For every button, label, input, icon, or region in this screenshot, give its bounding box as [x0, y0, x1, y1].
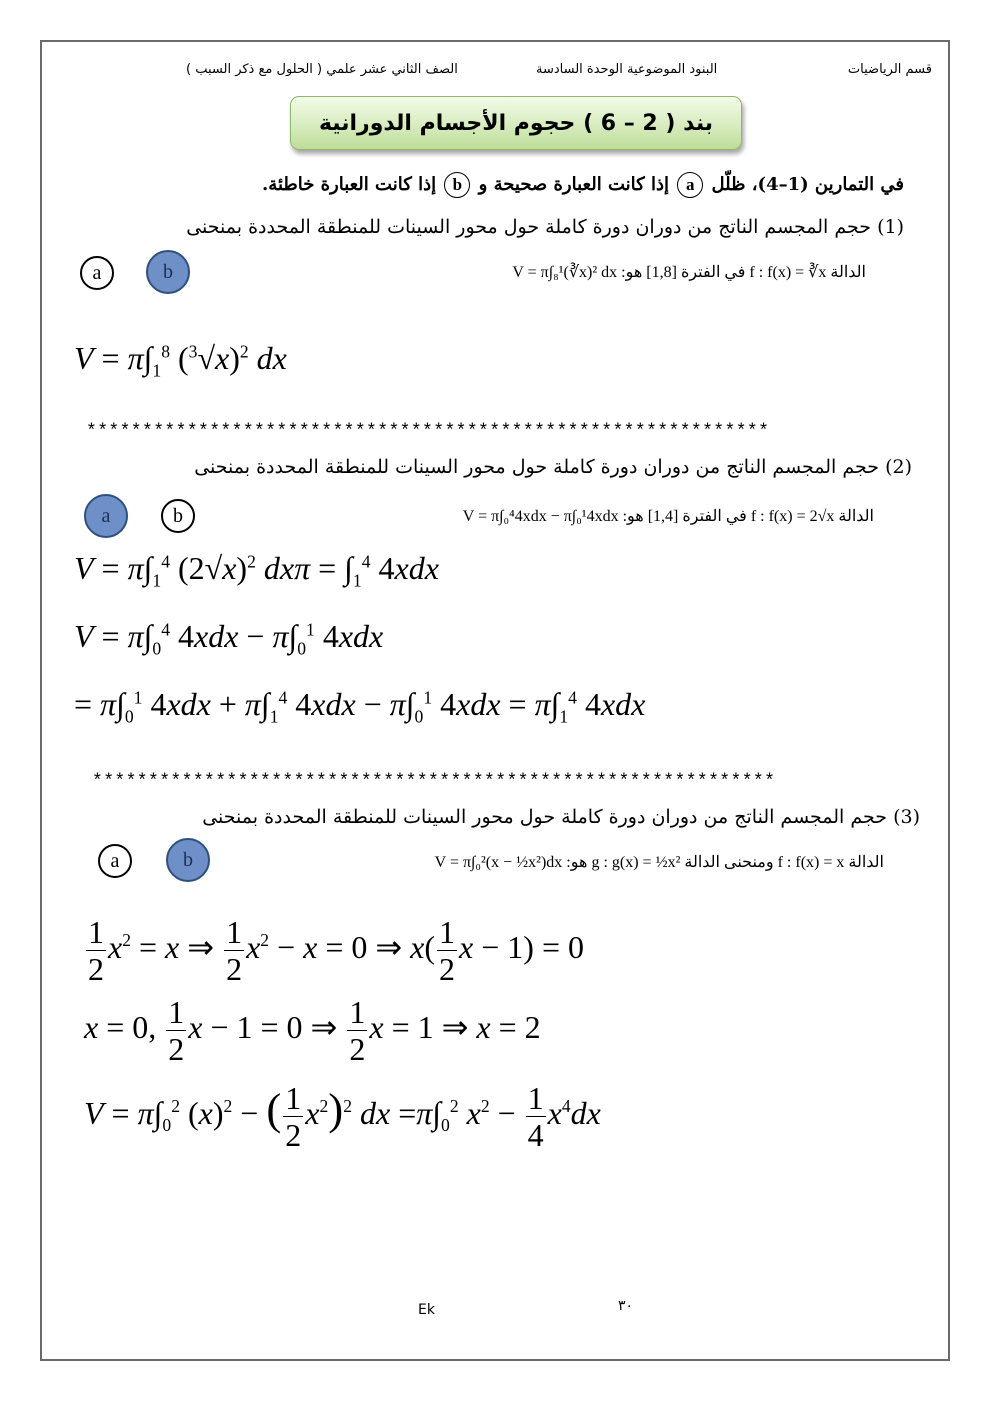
question-1-solution-line-1: $V = \pi\int_1^8$ $(^3√x)^2$ dx: [74, 340, 287, 381]
question-1-text: (1) حجم المجسم الناتج من دوران دورة كاملة حول محور السينات للمنطقة المحددة بمنحنى: [186, 216, 904, 238]
instructions-text-2: إذا كانت العبارة صحيحة و: [478, 174, 669, 195]
page-number: ٣٠: [618, 1298, 634, 1314]
question-3-statement: الدالة f : f(x) = x ومنحنى الدالة g : g(x) = ½x² هو: V = π∫₀²(x − ½x²)dx: [434, 854, 884, 871]
question-3-solution-line-1: $\frac{1}{2}$ $x^2 = x$ ⇒ $\frac{1}{2}$ $x^2 - x = 0$ ⇒ x( $\frac{1}{2}$ x − 1) = 0: [88, 914, 584, 987]
instructions-text-3: إذا كانت العبارة خاطئة.: [262, 174, 437, 195]
question-3-text: (3) حجم المجسم الناتج من دوران دورة كاملة حول محور السينات للمنطقة المحددة بمنحنى: [202, 806, 920, 828]
instructions-text-1: في التمارين (1–4)، ظلّل: [711, 174, 904, 195]
question-3-option-a[interactable]: a: [98, 844, 132, 878]
question-2-option-a-selected[interactable]: a: [84, 494, 128, 538]
question-1-statement: الدالة f : f(x) = ∛x في الفترة [1,8] هو: V = π∫₈¹(∛x)² dx: [512, 264, 866, 281]
question-2-text: (2) حجم المجسم الناتج من دوران دورة كاملة حول محور السينات للمنطقة المحددة بمنحنى: [194, 456, 912, 478]
header-department: قسم الرياضيات: [847, 62, 932, 77]
option-b-legend: b: [444, 172, 470, 198]
question-2-solution-line-3: = $\pi\int_0^1$ $4xdx + \pi\int_1^4$ $4xdx - \pi\int_0^1$ $4xdx = \pi\int_1^4$ 4xdx: [74, 686, 646, 727]
question-1-option-b-selected[interactable]: b: [146, 250, 190, 294]
question-3-option-b-selected[interactable]: b: [166, 838, 210, 882]
section-title: بند ( 2 – 6 ) حجوم الأجسام الدورانية: [318, 110, 714, 136]
separator-2: *************************************************************: [92, 772, 776, 792]
section-title-box: [290, 96, 742, 150]
question-2-option-b[interactable]: b: [161, 499, 195, 533]
question-3-solution-line-3: $V = \pi\int_0^2$ $(x)^2$ − ( $\frac{1}{2}$ $x^2)^2$ dx $=\pi\int_0^2$ $x^2$ − $\frac{1}{4}$ $x^4dx$: [84, 1080, 601, 1153]
footer-initials: Ek: [418, 1302, 435, 1318]
question-3-solution-line-2: x = 0, $\frac{1}{2}$ x − 1 = 0 ⇒ $\frac{1}{2}$ x = 1 ⇒ x = 2: [84, 994, 541, 1067]
instructions: [262, 172, 904, 198]
question-2-solution-line-2: $V = \pi\int_0^4$ $4xdx - \pi\int_0^1$ 4xdx: [74, 618, 384, 659]
question-1-option-a[interactable]: a: [80, 256, 114, 290]
header-grade: الصف الثاني عشر علمي ( الحلول مع ذكر السبب ): [186, 62, 458, 77]
question-2-solution-line-1: $V = \pi\int_1^4$ $(2√x)^2$ $dx\pi = \int_1^4$ 4xdx: [74, 550, 439, 591]
header-unit: البنود الموضوعية الوحدة السادسة: [536, 62, 718, 77]
question-2-statement: الدالة f : f(x) = 2√x في الفترة [1,4] هو: V = π∫₀⁴4xdx − π∫₀¹4xdx: [462, 508, 874, 525]
separator-1: *************************************************************: [86, 422, 770, 442]
option-a-legend: a: [677, 172, 703, 198]
